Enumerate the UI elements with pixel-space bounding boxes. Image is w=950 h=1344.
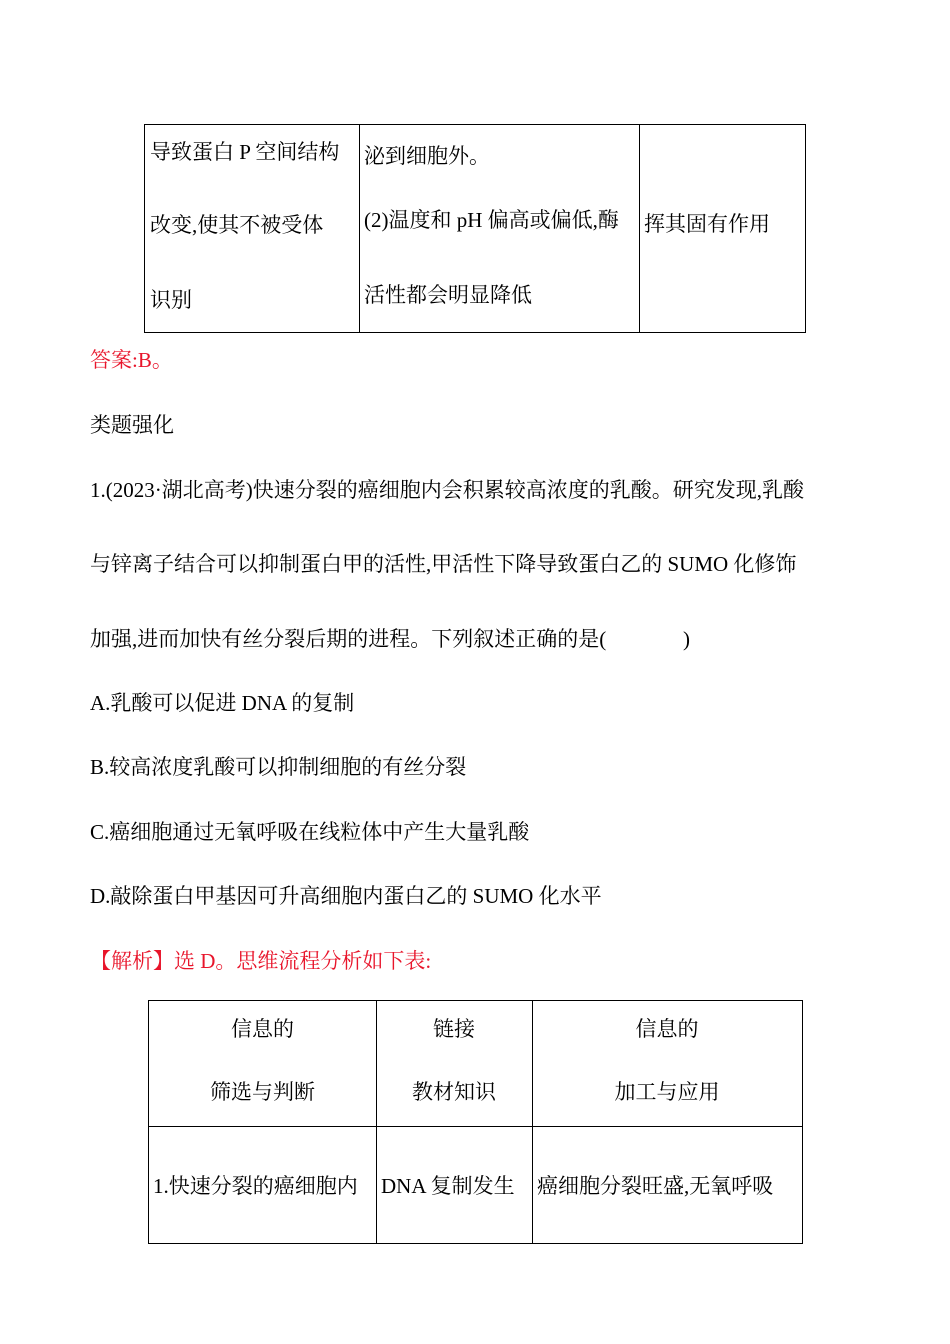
- question-line: 与锌离子结合可以抑制蛋白甲的活性,甲活性下降导致蛋白乙的 SUMO 化修饰: [90, 552, 797, 576]
- table-cell: 导致蛋白 P 空间结构: [150, 140, 340, 164]
- table-cell: 泌到细胞外。: [364, 144, 490, 168]
- top-table: [144, 124, 806, 333]
- analysis-heading: 【解析】选 D。思维流程分析如下表:: [90, 949, 432, 973]
- table-cell: 活性都会明显降低: [364, 283, 532, 307]
- table-cell: 改变,使其不被受体: [150, 213, 324, 237]
- question-line: 1.(2023·湖北高考)快速分裂的癌细胞内会积累较高浓度的乳酸。研究发现,乳酸: [90, 478, 804, 502]
- table-header: 加工与应用: [614, 1080, 720, 1104]
- table-header: 信息的: [635, 1017, 699, 1041]
- option-c: C.癌细胞通过无氧呼吸在线粒体中产生大量乳酸: [90, 820, 530, 844]
- table-header: 筛选与判断: [210, 1080, 315, 1104]
- table-cell: 1.快速分裂的癌细胞内: [153, 1174, 358, 1198]
- table-header: 链接: [433, 1017, 475, 1041]
- question-paren: ): [683, 627, 690, 651]
- table-cell: 挥其固有作用: [644, 212, 770, 236]
- option-d: D.敲除蛋白甲基因可升高细胞内蛋白乙的 SUMO 化水平: [90, 884, 602, 908]
- option-b: B.较高浓度乳酸可以抑制细胞的有丝分裂: [90, 755, 467, 779]
- table-cell: (2)温度和 pH 偏高或偏低,酶: [364, 208, 619, 232]
- table-header: 教材知识: [412, 1080, 496, 1104]
- question-line: 加强,进而加快有丝分裂后期的进程。下列叙述正确的是(: [90, 627, 607, 651]
- table-header: 信息的: [231, 1017, 294, 1041]
- table-cell: 癌细胞分裂旺盛,无氧呼吸: [537, 1174, 774, 1198]
- table-divider: [359, 125, 360, 332]
- analysis-table: [148, 1000, 803, 1244]
- table-cell: DNA 复制发生: [381, 1174, 515, 1198]
- section-title: 类题强化: [90, 413, 174, 437]
- table-divider: [149, 1126, 802, 1127]
- table-cell: 识别: [150, 288, 192, 312]
- table-divider: [639, 125, 640, 332]
- answer-text: 答案:B。: [90, 348, 173, 372]
- option-a: A.乳酸可以促进 DNA 的复制: [90, 691, 355, 715]
